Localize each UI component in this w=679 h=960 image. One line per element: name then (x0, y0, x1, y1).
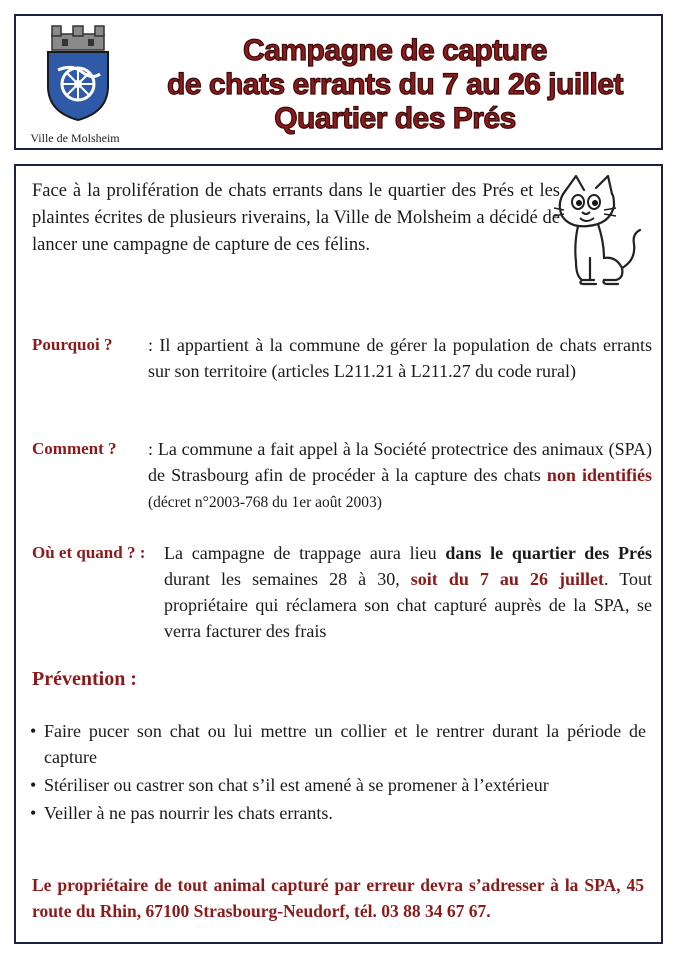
header-box (14, 14, 663, 150)
text-ou-quand-location: dans le quartier des Prés (445, 543, 652, 563)
prevention-item: • Faire pucer son chat ou lui mettre un collier et le rentrer durant la période de capture (30, 718, 646, 770)
prevention-list (30, 718, 646, 828)
intro-paragraph: Face à la prolifération de chats errants dans le quartier des Prés et les plaintes écrites de plusieurs riverains, la Ville de Molsheim a décidé de lancer une campagne de capture de ces félins. (32, 181, 560, 255)
page-title (128, 34, 662, 136)
label-ou-quand: Où et quand ? : (32, 543, 146, 562)
text-comment (148, 436, 652, 516)
title-line-1: Campagne de capture (243, 34, 547, 67)
town-label: Ville de Molsheim (30, 131, 120, 145)
content-box (14, 164, 663, 944)
title-line-3: Quartier des Prés (274, 102, 516, 135)
cartoon-cat-icon (552, 172, 652, 292)
text-pourquoi: : Il appartient à la commune de gérer la population de chats errants sur son territoire (articles L211.21 à L211.27 du code rural) (148, 335, 652, 381)
label-comment: Comment ? (32, 439, 117, 458)
text-ou-quand-b: durant les semaines 28 à 30, (164, 569, 400, 589)
text-ou-quand-c: . Tout propriétaire qui réclamera son chat capturé auprès de la SPA, se verra facturer des frais (164, 569, 653, 641)
footer-contact: Le propriétaire de tout animal capturé par erreur devra s’adresser à la SPA, 45 route du Rhin, 67100 Strasbourg-Neudorf, tél. 03 88 34 67 67. (32, 875, 644, 921)
title-line-2: de chats errants du 7 au 26 juillet (167, 68, 623, 101)
prevention-title: Prévention : (32, 668, 137, 690)
molsheim-coat-of-arms-icon (42, 24, 114, 122)
prevention-item: • Stériliser ou castrer son chat s’il est amené à se promener à l’extérieur (30, 772, 646, 798)
label-pourquoi: Pourquoi ? (32, 335, 113, 354)
text-ou-quand (164, 540, 652, 644)
text-comment-decree: (décret n°2003-768 du 1er août 2003) (148, 494, 382, 511)
text-ou-quand-dates: soit du 7 au 26 juillet (410, 569, 605, 589)
text-ou-quand-a: La campagne de trappage aura lieu (164, 543, 437, 563)
prevention-item: • Veiller à ne pas nourrir les chats errants. (30, 800, 646, 826)
text-comment-highlight: non identifiés (546, 465, 652, 485)
text-comment-main: : La commune a fait appel à la Société protectrice des animaux (SPA) de Strasbourg afin de procéder à la capture des chats (148, 439, 652, 485)
